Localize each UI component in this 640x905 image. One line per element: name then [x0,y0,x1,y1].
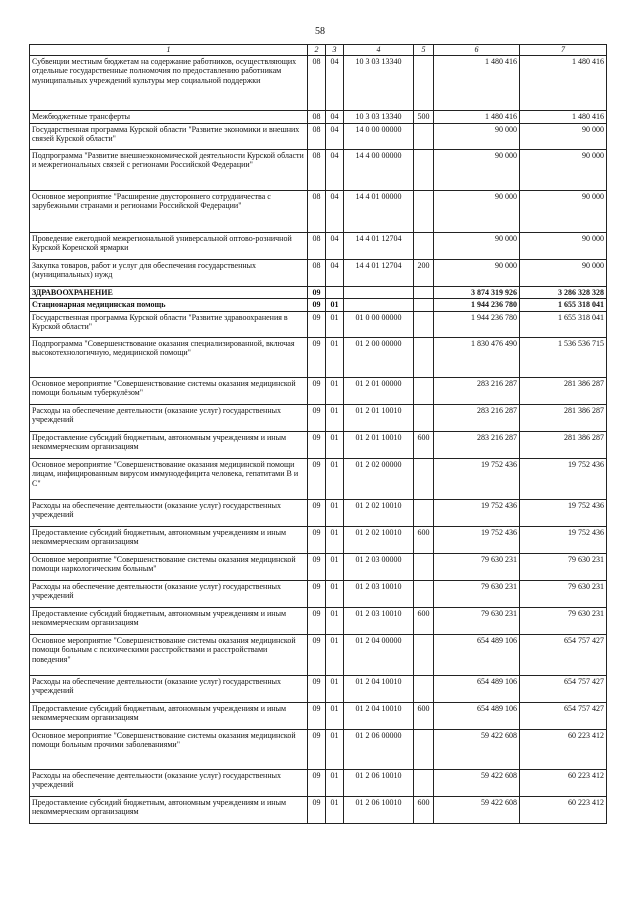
row-name: Предоставление субсидий бюджетным, автономным учреждениям и иным некоммерческим организациям [30,607,308,634]
row-amount-year-2: 60 223 412 [520,729,607,769]
row-amount-year-2: 1 655 318 041 [520,299,607,312]
row-target-article-code: 01 2 04 10010 [344,702,414,729]
table-row [30,123,607,149]
table-row [30,769,607,796]
row-name: Стационарная медицинская помощь [30,299,308,312]
row-target-article-code: 14 0 00 00000 [344,123,414,149]
row-section-code: 09 [308,729,326,769]
row-name: Предоставление субсидий бюджетным, автономным учреждениям и иным некоммерческим организациям [30,526,308,553]
table-body [30,55,607,823]
row-target-article-code: 01 0 00 00000 [344,311,414,337]
row-expense-type-code [414,311,434,337]
row-expense-type-code [414,286,434,299]
row-name: Расходы на обеспечение деятельности (оказание услуг) государственных учреждений [30,499,308,526]
row-expense-type-code [414,634,434,675]
row-subsection-code: 04 [326,190,344,232]
row-target-article-code: 10 3 03 13340 [344,55,414,110]
row-amount-year-2: 281 386 287 [520,404,607,431]
row-target-article-code: 14 4 00 00000 [344,149,414,190]
row-amount-year-2: 654 757 427 [520,634,607,675]
row-target-article-code: 01 2 03 10010 [344,580,414,607]
row-expense-type-code: 600 [414,526,434,553]
row-amount-year-1: 1 830 476 490 [434,337,520,377]
row-name: Подпрограмма "Совершенствование оказания специализированной, включая высокотехнологичную, медицинской помощи" [30,337,308,377]
row-amount-year-2: 60 223 412 [520,769,607,796]
row-subsection-code: 04 [326,259,344,286]
table-row [30,190,607,232]
header-cell: 5 [414,45,434,56]
row-expense-type-code [414,553,434,580]
row-subsection-code: 01 [326,377,344,404]
row-target-article-code: 01 2 02 10010 [344,499,414,526]
row-section-code: 08 [308,123,326,149]
row-subsection-code: 04 [326,110,344,123]
row-target-article-code: 01 2 01 10010 [344,431,414,458]
row-amount-year-1: 19 752 436 [434,526,520,553]
row-amount-year-2: 281 386 287 [520,377,607,404]
row-subsection-code: 01 [326,796,344,823]
row-amount-year-1: 59 422 608 [434,729,520,769]
row-amount-year-2: 79 630 231 [520,553,607,580]
table-row [30,259,607,286]
row-name: Расходы на обеспечение деятельности (оказание услуг) государственных учреждений [30,769,308,796]
row-target-article-code: 01 2 01 10010 [344,404,414,431]
row-section-code: 08 [308,110,326,123]
row-name: Субвенции местным бюджетам на содержание работников, осуществляющих отдельные государственные полномочия по предоставлению работникам муниципальных учреждений культуры мер социальной поддержки [30,55,308,110]
row-expense-type-code [414,499,434,526]
table-row [30,110,607,123]
table-row [30,729,607,769]
row-target-article-code: 01 2 03 10010 [344,607,414,634]
row-section-code: 09 [308,580,326,607]
row-expense-type-code [414,769,434,796]
row-target-article-code: 01 2 06 10010 [344,769,414,796]
row-expense-type-code: 600 [414,431,434,458]
row-subsection-code: 01 [326,580,344,607]
row-target-article-code: 01 2 00 00000 [344,337,414,377]
row-subsection-code: 01 [326,299,344,312]
row-subsection-code: 01 [326,634,344,675]
row-section-code: 09 [308,299,326,312]
row-name: Подпрограмма "Развитие внешнеэкономической деятельности Курской области и межрегиональных связей с регионами Российской Федерации" [30,149,308,190]
row-amount-year-1: 1 480 416 [434,55,520,110]
row-amount-year-1: 654 489 106 [434,634,520,675]
row-section-code: 09 [308,526,326,553]
row-expense-type-code [414,299,434,312]
row-subsection-code: 01 [326,553,344,580]
row-expense-type-code: 600 [414,796,434,823]
row-amount-year-2: 90 000 [520,259,607,286]
row-expense-type-code [414,123,434,149]
row-subsection-code: 01 [326,499,344,526]
row-amount-year-1: 79 630 231 [434,607,520,634]
row-section-code: 09 [308,311,326,337]
row-target-article-code: 01 2 02 10010 [344,526,414,553]
row-amount-year-1: 283 216 287 [434,431,520,458]
header-cell: 4 [344,45,414,56]
row-expense-type-code [414,377,434,404]
header-cell: 6 [434,45,520,56]
header-cell: 3 [326,45,344,56]
row-amount-year-1: 90 000 [434,259,520,286]
table-row [30,634,607,675]
table-row [30,149,607,190]
row-section-code: 09 [308,769,326,796]
row-name: Расходы на обеспечение деятельности (оказание услуг) государственных учреждений [30,675,308,702]
row-section-code: 08 [308,190,326,232]
row-expense-type-code [414,149,434,190]
row-amount-year-2: 654 757 427 [520,675,607,702]
row-amount-year-1: 59 422 608 [434,796,520,823]
row-target-article-code: 01 2 06 10010 [344,796,414,823]
table-row [30,404,607,431]
row-target-article-code: 01 2 04 10010 [344,675,414,702]
row-section-code: 08 [308,149,326,190]
row-name: Предоставление субсидий бюджетным, автономным учреждениям и иным некоммерческим организациям [30,796,308,823]
row-target-article-code: 10 3 03 13340 [344,110,414,123]
row-subsection-code: 01 [326,729,344,769]
row-section-code: 09 [308,337,326,377]
row-target-article-code [344,299,414,312]
table-row [30,431,607,458]
row-name: Основное мероприятие "Совершенствование системы оказания медицинской помощи больным туберкулёзом" [30,377,308,404]
row-subsection-code: 01 [326,458,344,499]
row-subsection-code [326,286,344,299]
row-amount-year-1: 90 000 [434,190,520,232]
row-target-article-code: 01 2 04 00000 [344,634,414,675]
table-row [30,337,607,377]
table-row [30,526,607,553]
row-expense-type-code [414,580,434,607]
row-name: Основное мероприятие "Совершенствование системы оказания медицинской помощи больным прочими заболеваниями" [30,729,308,769]
row-target-article-code: 01 2 02 00000 [344,458,414,499]
row-subsection-code: 04 [326,123,344,149]
row-amount-year-2: 90 000 [520,149,607,190]
row-expense-type-code [414,232,434,259]
row-name: Межбюджетные трансферты [30,110,308,123]
row-section-code: 08 [308,232,326,259]
row-name: Предоставление субсидий бюджетным, автономным учреждениям и иным некоммерческим организациям [30,702,308,729]
row-target-article-code: 01 2 01 00000 [344,377,414,404]
row-expense-type-code [414,55,434,110]
header-cell: 2 [308,45,326,56]
table-row [30,553,607,580]
table-row [30,675,607,702]
row-amount-year-2: 19 752 436 [520,526,607,553]
row-amount-year-1: 3 874 319 926 [434,286,520,299]
row-name: Закупка товаров, работ и услуг для обеспечения государственных (муниципальных) нужд [30,259,308,286]
row-subsection-code: 01 [326,311,344,337]
row-amount-year-2: 3 286 328 328 [520,286,607,299]
row-section-code: 09 [308,634,326,675]
row-expense-type-code: 500 [414,110,434,123]
row-section-code: 09 [308,431,326,458]
row-amount-year-2: 79 630 231 [520,580,607,607]
row-expense-type-code [414,404,434,431]
row-amount-year-2: 90 000 [520,232,607,259]
row-amount-year-1: 1 944 236 780 [434,299,520,312]
row-amount-year-2: 90 000 [520,123,607,149]
table-row [30,458,607,499]
row-amount-year-2: 654 757 427 [520,702,607,729]
row-section-code: 09 [308,458,326,499]
row-expense-type-code: 200 [414,259,434,286]
row-section-code: 09 [308,553,326,580]
row-target-article-code: 01 2 06 00000 [344,729,414,769]
row-section-code: 08 [308,55,326,110]
row-subsection-code: 01 [326,404,344,431]
row-expense-type-code [414,458,434,499]
table-row [30,702,607,729]
row-subsection-code: 01 [326,337,344,377]
table-row [30,55,607,110]
row-amount-year-1: 79 630 231 [434,580,520,607]
row-amount-year-2: 1 655 318 041 [520,311,607,337]
row-section-code: 09 [308,796,326,823]
row-amount-year-1: 59 422 608 [434,769,520,796]
row-name: Основное мероприятие "Совершенствование системы оказания медицинской помощи наркологическим больным" [30,553,308,580]
row-expense-type-code: 600 [414,702,434,729]
row-section-code: 09 [308,675,326,702]
row-amount-year-1: 90 000 [434,123,520,149]
table-row [30,580,607,607]
row-name: Основное мероприятие "Совершенствование оказания медицинской помощи лицам, инфицированным вирусом иммунодефицита человека, гепатитами B и C" [30,458,308,499]
row-amount-year-1: 19 752 436 [434,458,520,499]
row-amount-year-2: 1 536 536 715 [520,337,607,377]
row-amount-year-2: 60 223 412 [520,796,607,823]
row-amount-year-1: 654 489 106 [434,675,520,702]
table-row [30,232,607,259]
table-row [30,796,607,823]
row-target-article-code: 01 2 03 00000 [344,553,414,580]
row-subsection-code: 01 [326,702,344,729]
row-amount-year-2: 281 386 287 [520,431,607,458]
row-target-article-code: 14 4 01 12704 [344,232,414,259]
table-row [30,311,607,337]
row-amount-year-2: 19 752 436 [520,499,607,526]
row-subsection-code: 01 [326,607,344,634]
row-section-code: 09 [308,377,326,404]
row-name: Основное мероприятие "Совершенствование системы оказания медицинской помощи больным с психическими расстройствами и расстройствами поведения" [30,634,308,675]
row-amount-year-2: 90 000 [520,190,607,232]
row-amount-year-1: 90 000 [434,149,520,190]
table-row [30,607,607,634]
table-row [30,499,607,526]
row-amount-year-1: 90 000 [434,232,520,259]
row-amount-year-2: 1 480 416 [520,110,607,123]
row-amount-year-1: 19 752 436 [434,499,520,526]
row-amount-year-1: 654 489 106 [434,702,520,729]
page-number: 58 [315,26,325,37]
row-expense-type-code [414,729,434,769]
row-target-article-code [344,286,414,299]
row-subsection-code: 04 [326,232,344,259]
row-target-article-code: 14 4 01 00000 [344,190,414,232]
row-expense-type-code [414,675,434,702]
row-section-code: 09 [308,607,326,634]
row-amount-year-1: 283 216 287 [434,404,520,431]
table-row [30,286,607,299]
table-row [30,299,607,312]
row-name: Расходы на обеспечение деятельности (оказание услуг) государственных учреждений [30,404,308,431]
table-row [30,377,607,404]
row-name: ЗДРАВООХРАНЕНИЕ [30,286,308,299]
row-section-code: 09 [308,702,326,729]
row-amount-year-1: 283 216 287 [434,377,520,404]
row-expense-type-code [414,190,434,232]
row-amount-year-1: 1 944 236 780 [434,311,520,337]
table-header-row [30,45,607,56]
row-name: Проведение ежегодной межрегиональной универсальной оптово-розничной Курской Коренской ярмарки [30,232,308,259]
row-amount-year-2: 19 752 436 [520,458,607,499]
row-subsection-code: 04 [326,55,344,110]
row-section-code: 08 [308,259,326,286]
row-subsection-code: 01 [326,769,344,796]
row-expense-type-code: 600 [414,607,434,634]
row-section-code: 09 [308,286,326,299]
row-name: Расходы на обеспечение деятельности (оказание услуг) государственных учреждений [30,580,308,607]
row-name: Государственная программа Курской области "Развитие экономики и внешних связей Курской области" [30,123,308,149]
row-section-code: 09 [308,404,326,431]
row-amount-year-2: 79 630 231 [520,607,607,634]
row-name: Основное мероприятие "Расширение двустороннего сотрудничества с зарубежными странами и регионами Российской Федерации" [30,190,308,232]
row-subsection-code: 04 [326,149,344,190]
row-name: Предоставление субсидий бюджетным, автономным учреждениям и иным некоммерческим организациям [30,431,308,458]
row-target-article-code: 14 4 01 12704 [344,259,414,286]
row-expense-type-code [414,337,434,377]
row-amount-year-1: 1 480 416 [434,110,520,123]
row-section-code: 09 [308,499,326,526]
budget-table [29,44,607,824]
row-subsection-code: 01 [326,431,344,458]
row-subsection-code: 01 [326,526,344,553]
row-amount-year-1: 79 630 231 [434,553,520,580]
row-subsection-code: 01 [326,675,344,702]
row-amount-year-2: 1 480 416 [520,55,607,110]
row-name: Государственная программа Курской области "Развитие здравоохранения в Курской области" [30,311,308,337]
header-cell: 7 [520,45,607,56]
header-cell: 1 [30,45,308,56]
